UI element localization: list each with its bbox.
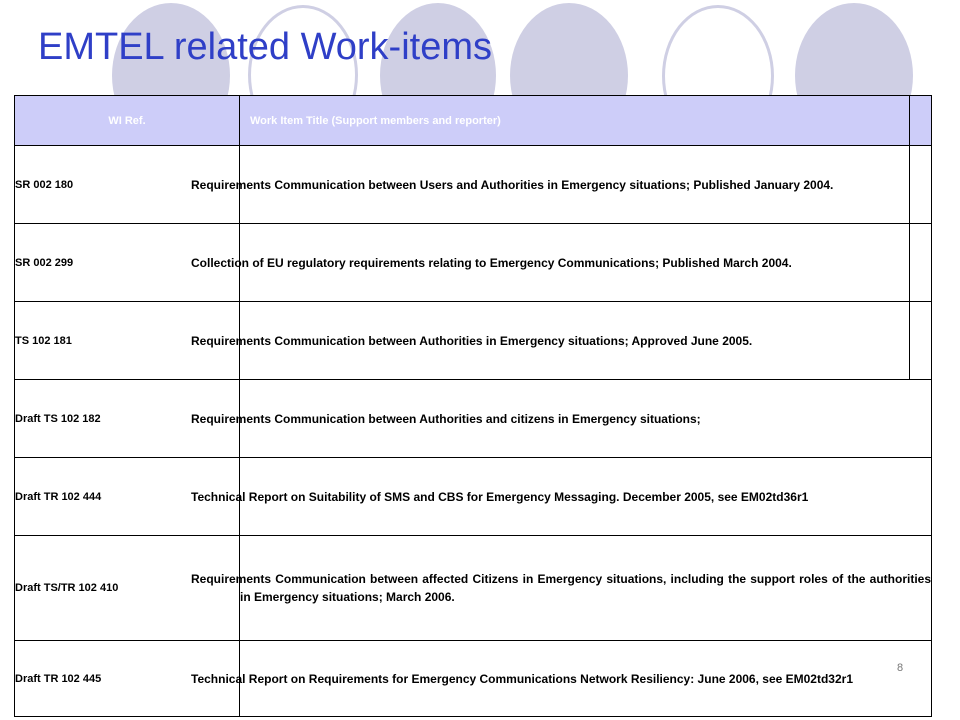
wi-ref-cell: Draft TS/TR 102 410 (15, 536, 240, 641)
table-row (15, 458, 932, 536)
table-row (15, 302, 932, 380)
spacer-cell (910, 302, 932, 380)
table-row (15, 641, 932, 717)
wi-ref-cell: TS 102 181 (15, 302, 240, 380)
header-work-item-title: Work Item Title (Support members and reporter) (240, 96, 910, 146)
table-row (15, 146, 932, 224)
wi-ref-cell: SR 002 180 (15, 146, 240, 224)
wi-title-cell: Requirements Communication between Authorities and citizens in Emergency situations; (240, 380, 932, 458)
page-number: 8 (897, 662, 904, 674)
table-row (15, 536, 932, 641)
table-row (15, 224, 932, 302)
wi-ref-cell: SR 002 299 (15, 224, 240, 302)
wi-title-cell: Requirements Communication between affected Citizens in Emergency situations, including the support roles of the authorities in Emergency situations; March 2006. (240, 536, 932, 641)
spacer-cell (910, 224, 932, 302)
spacer-cell (910, 146, 932, 224)
table-row (15, 380, 932, 458)
wi-ref-cell: Draft TS 102 182 (15, 380, 240, 458)
slide-title: EMTEL related Work-items (38, 26, 492, 68)
wi-title-cell: Requirements Communication between Authorities in Emergency situations; Approved June 2005. (240, 302, 910, 380)
table-header-row (15, 96, 932, 146)
wi-title-cell: Collection of EU regulatory requirements relating to Emergency Communications; Published March 2004. (240, 224, 910, 302)
wi-title-cell: Requirements Communication between Users and Authorities in Emergency situations; Published January 2004. (240, 146, 910, 224)
wi-title-cell: Technical Report on Suitability of SMS and CBS for Emergency Messaging. December 2005, see EM02td36r1 (240, 458, 932, 536)
wi-ref-cell: Draft TR 102 444 (15, 458, 240, 536)
wi-title-cell: Technical Report on Requirements for Emergency Communications Network Resiliency: June 2006, see EM02td32r1 (240, 641, 932, 717)
work-items-table (14, 95, 932, 717)
wi-ref-cell: Draft TR 102 445 (15, 641, 240, 717)
header-wi-ref: WI Ref. (15, 96, 240, 146)
header-spacer-cell (910, 96, 932, 146)
